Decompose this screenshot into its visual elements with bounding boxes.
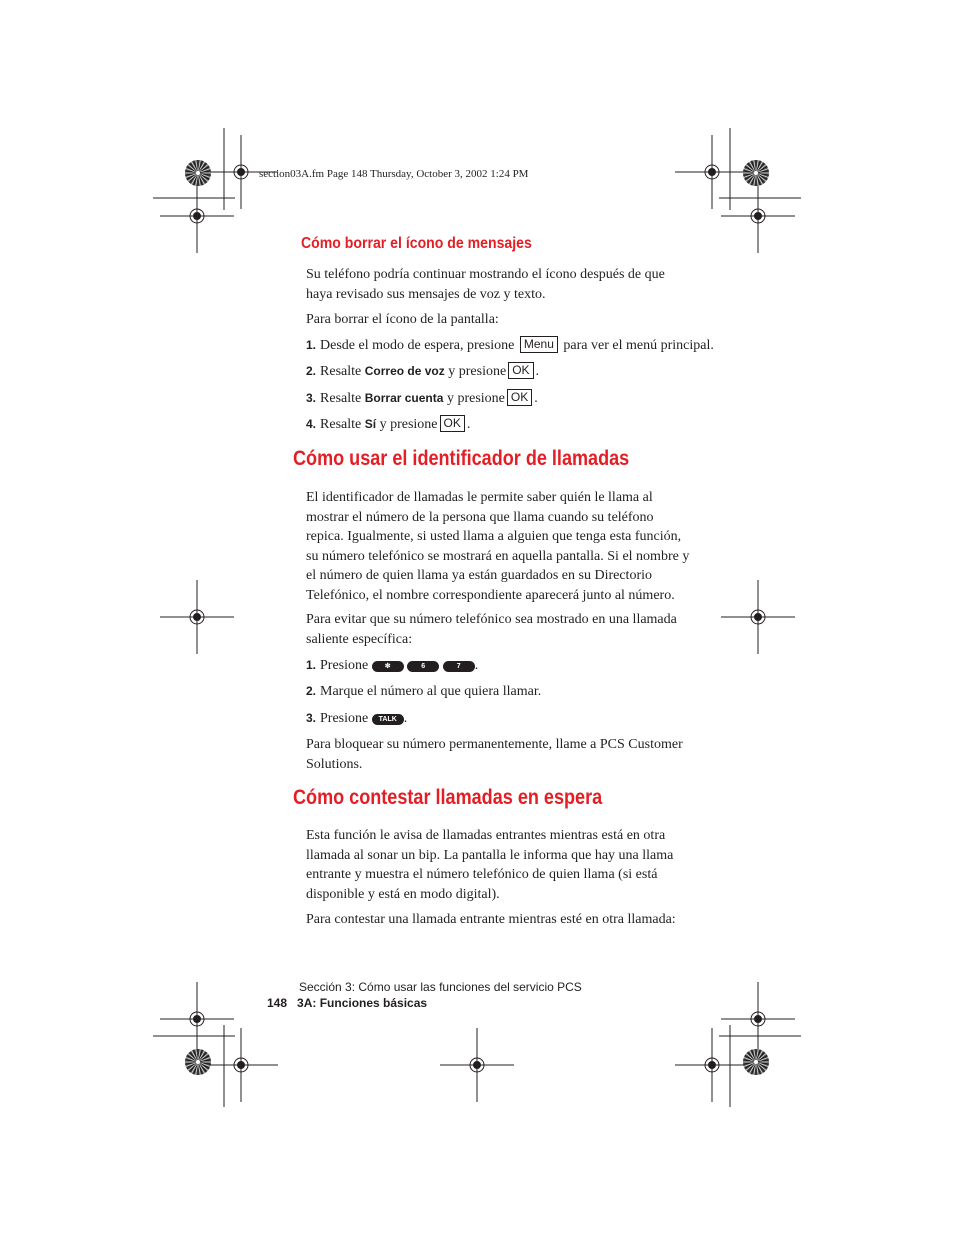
crosshair-target-icon <box>204 1028 278 1102</box>
paragraph-lead: Para borrar el ícono de la pantalla: <box>306 312 499 327</box>
step-text: . <box>534 391 538 406</box>
paragraph-evitar: Para evitar que su número telefónico sea mostrado en una llamada saliente específica: <box>306 612 677 647</box>
crosshair-target-icon <box>440 1028 514 1102</box>
menu-key: Menu <box>520 336 558 353</box>
section-heading-borrar-icono: Cómo borrar el ícono de mensajes <box>301 235 532 252</box>
menu-option: Sí <box>364 417 377 431</box>
paragraph-contestar: Para contestar una llamada entrante mientras esté en otra llamada: <box>306 912 676 927</box>
paragraph-bloquear: Para bloquear su número permanentemente, llame a PCS Customer Solutions. <box>306 737 683 772</box>
step-text: Marque el número al que quiera llamar. <box>320 684 542 699</box>
step-number: 2. <box>306 364 317 378</box>
step-text: . <box>535 364 540 379</box>
step-text: y presione <box>448 364 507 379</box>
crosshair-target-icon <box>721 982 795 1056</box>
talk-key-icon: TALK <box>372 714 404 725</box>
step-text: . <box>466 417 471 432</box>
step-text: Resalte <box>320 364 362 379</box>
seven-key-icon: 7 <box>443 661 475 672</box>
ok-key: OK <box>440 415 465 432</box>
list-item <box>306 389 538 409</box>
sunburst-icon <box>185 1049 211 1075</box>
paragraph-identificador: El identificador de llamadas le permite saber quién le llama al mostrar el número de la persona que llama cuando su teléfono repica. Igualmente, si usted llama a alguien que tenga esta función, su número telefónico se mostrará en aquella pantalla. Si el nombre y el número de quien llama ya están guardados en su Directorio Telefónico, el nombre correspondiente aparecerá junto al número. <box>306 490 690 603</box>
step-text: para ver el menú principal. <box>563 338 714 353</box>
paragraph-espera: Esta función le avisa de llamadas entrantes mientras está en otra llamada al sonar un bip. La pantalla le informa que hay una llama entrante y muestra el número telefónico de quien llama (si está disponible y está en modo digital). <box>306 828 674 902</box>
list-item <box>306 682 541 702</box>
list-item <box>306 709 407 729</box>
six-key-icon: 6 <box>407 661 439 672</box>
step-text: Resalte <box>320 417 362 432</box>
crosshair-target-icon <box>675 1028 749 1102</box>
list-item <box>306 362 539 382</box>
step-text: Presione <box>320 658 369 673</box>
step-number: 1. <box>306 658 317 672</box>
step-text: y presione <box>446 391 505 406</box>
crosshair-target-icon <box>160 179 234 253</box>
list-item <box>306 415 470 435</box>
paragraph-intro: Su teléfono podría continuar mostrando el ícono después de que haya revisado sus mensajes de voz y texto. <box>306 267 665 302</box>
star-key-icon: ✻ <box>372 661 404 672</box>
crosshair-target-icon <box>160 982 234 1056</box>
section-heading-identificador: Cómo usar el identificador de llamadas <box>293 447 630 470</box>
step-text: . <box>474 658 479 673</box>
step-number: 3. <box>306 711 317 725</box>
step-number: 1. <box>306 338 317 352</box>
page-number: 148 <box>267 996 288 1010</box>
crosshair-target-icon <box>721 580 795 654</box>
sunburst-icon <box>185 160 211 186</box>
crosshair-target-icon <box>721 179 795 253</box>
list-item <box>306 656 478 676</box>
ok-key: OK <box>508 362 533 379</box>
step-number: 4. <box>306 417 317 431</box>
step-text: . <box>403 711 408 726</box>
menu-option: Borrar cuenta <box>364 391 444 405</box>
section-heading-espera: Cómo contestar llamadas en espera <box>293 786 603 809</box>
step-number: 2. <box>306 684 317 698</box>
crosshair-target-icon <box>160 580 234 654</box>
step-text: Resalte <box>320 391 362 406</box>
footer-section: Sección 3: Cómo usar las funciones del servicio PCS <box>299 980 582 994</box>
menu-option: Correo de voz <box>364 364 445 378</box>
file-header: section03A.fm Page 148 Thursday, October 3, 2002 1:24 PM <box>259 168 529 180</box>
step-number: 3. <box>306 391 317 405</box>
ok-key: OK <box>507 389 532 406</box>
footer-page <box>267 996 427 1010</box>
step-text: Presione <box>320 711 369 726</box>
list-item <box>306 336 714 356</box>
step-text: Desde el modo de espera, presione <box>320 338 515 353</box>
footer-chapter: 3A: Funciones básicas <box>297 996 428 1010</box>
step-text: y presione <box>379 417 438 432</box>
sunburst-icon <box>743 1049 769 1075</box>
sunburst-icon <box>743 160 769 186</box>
